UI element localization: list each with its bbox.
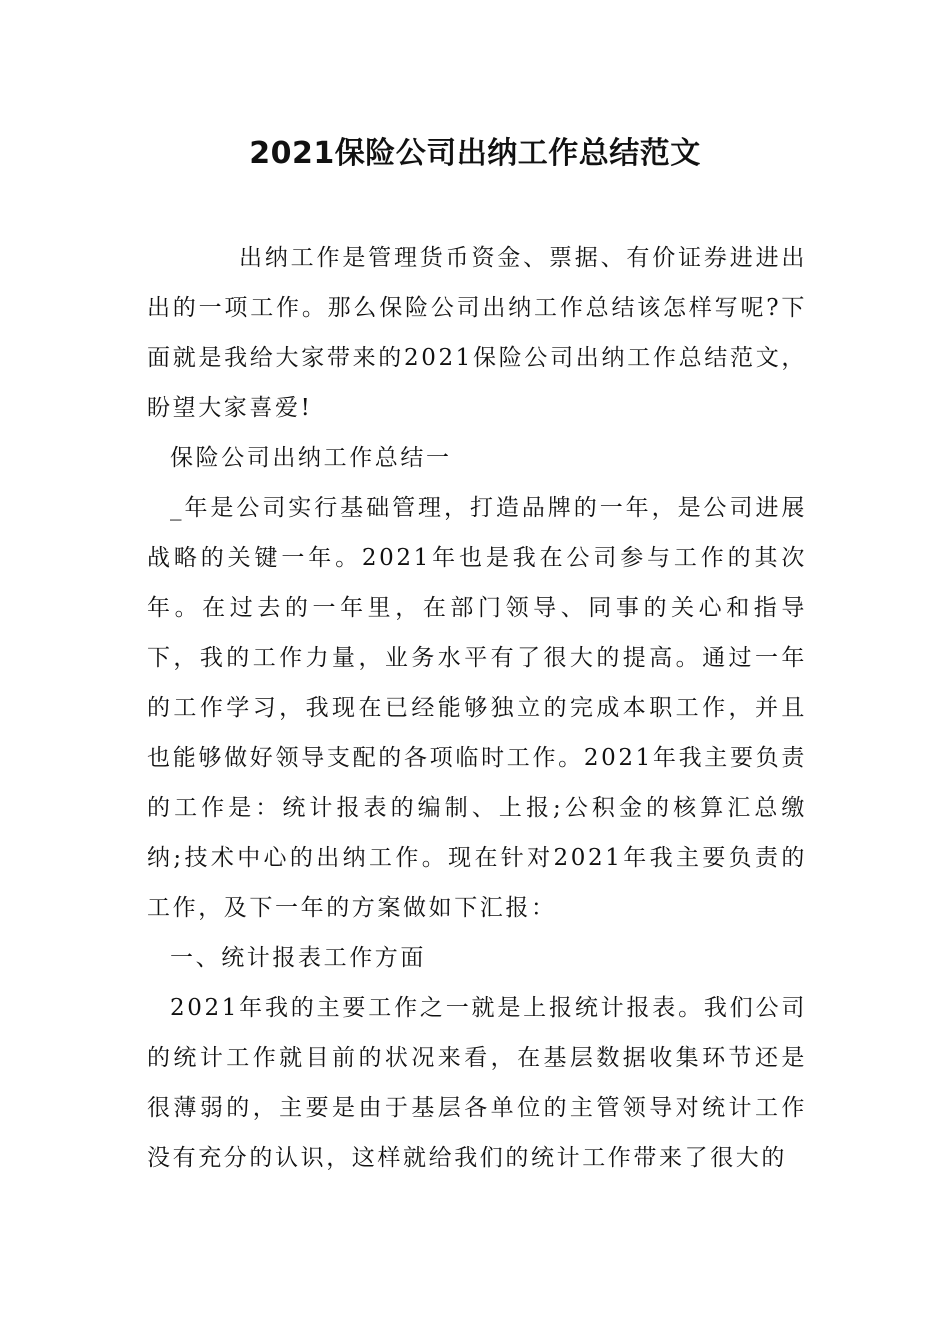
section-heading-statistics: 一、统计报表工作方面 (170, 945, 426, 971)
section-heading-summary-one: 保险公司出纳工作总结一 (170, 445, 452, 471)
intro-paragraph: 出纳工作是管理货币资金、票据、有价证券进进出出的一项工作。那么保险公司出纳工作总结该怎样写呢?下面就是我给大家带来的2021保险公司出纳工作总结范文，盼望大家喜爱! (147, 245, 807, 421)
document-title: 2021保险公司出纳工作总结范文 (249, 136, 701, 171)
document-body (147, 233, 807, 1183)
body-paragraph: 2021年我的主要工作之一就是上报统计报表。我们公司的统计工作就目前的状况来看，在基层数据收集环节还是很薄弱的，主要是由于基层各单位的主管领导对统计工作没有充分的认识，这样就给我们的统计工作带来了很大的 (147, 995, 807, 1171)
body-paragraph: _年是公司实行基础管理，打造品牌的一年，是公司进展战略的关键一年。2021年也是我在公司参与工作的其次年。在过去的一年里，在部门领导、同事的关心和指导下，我的工作力量，业务水平有了很大的提高。通过一年的工作学习，我现在已经能够独立的完成本职工作，并且也能够做好领导支配的各项临时工作。2021年我主要负责的工作是：统计报表的编制、上报;公积金的核算汇总缴纳;技术中心的出纳工作。现在针对2021年我主要负责的工作，及下一年的方案做如下汇报： (147, 495, 807, 921)
